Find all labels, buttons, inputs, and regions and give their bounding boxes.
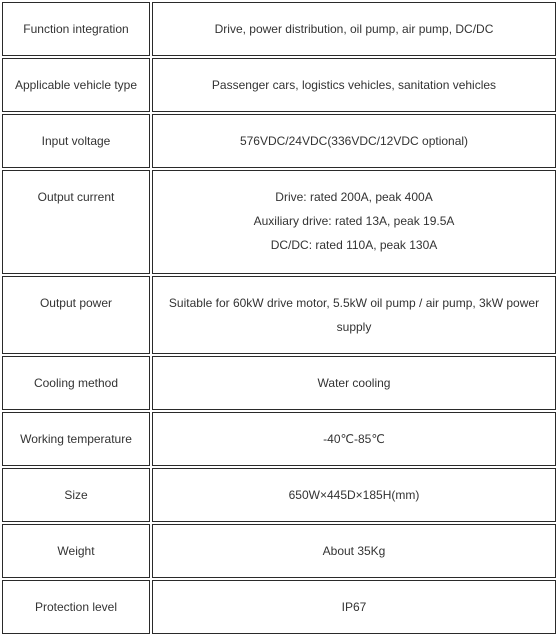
value-line: Drive: rated 200A, peak 400A [275,190,433,204]
row-label: Output power [2,276,150,354]
table-row [2,170,556,274]
table-row [2,276,556,354]
table-row [2,468,556,522]
value-line: -40℃-85℃ [323,432,385,446]
row-label: Output current [2,170,150,274]
table-row [2,524,556,578]
row-value [152,468,556,522]
row-value [152,580,556,634]
row-label: Function integration [2,2,150,56]
row-value [152,356,556,410]
row-label: Applicable vehicle type [2,58,150,112]
row-value [152,58,556,112]
table-row [2,356,556,410]
row-value [152,276,556,354]
row-label: Protection level [2,580,150,634]
row-label: Cooling method [2,356,150,410]
value-line: Drive, power distribution, oil pump, air pump, DC/DC [214,22,494,36]
value-line: Passenger cars, logistics vehicles, sanitation vehicles [211,78,497,92]
row-value [152,2,556,56]
value-line: Water cooling [317,376,391,390]
row-label: Input voltage [2,114,150,168]
value-line: Suitable for 60kW drive motor, 5.5kW oil pump / air pump, 3kW power supply [168,296,540,334]
row-label: Weight [2,524,150,578]
row-label: Size [2,468,150,522]
table-row [2,2,556,56]
value-line: IP67 [341,600,367,614]
table-row [2,114,556,168]
row-value [152,114,556,168]
row-value [152,524,556,578]
row-label: Working temperature [2,412,150,466]
table-row [2,58,556,112]
row-value [152,412,556,466]
table-row [2,580,556,634]
row-value [152,170,556,274]
table-row [2,412,556,466]
value-line: DC/DC: rated 110A, peak 130A [270,238,438,252]
value-line: 576VDC/24VDC(336VDC/12VDC optional) [239,134,469,148]
value-line: About 35Kg [322,544,386,558]
value-line: 650W×445D×185H(mm) [288,488,420,502]
value-line: Auxiliary drive: rated 13A, peak 19.5A [253,214,455,228]
